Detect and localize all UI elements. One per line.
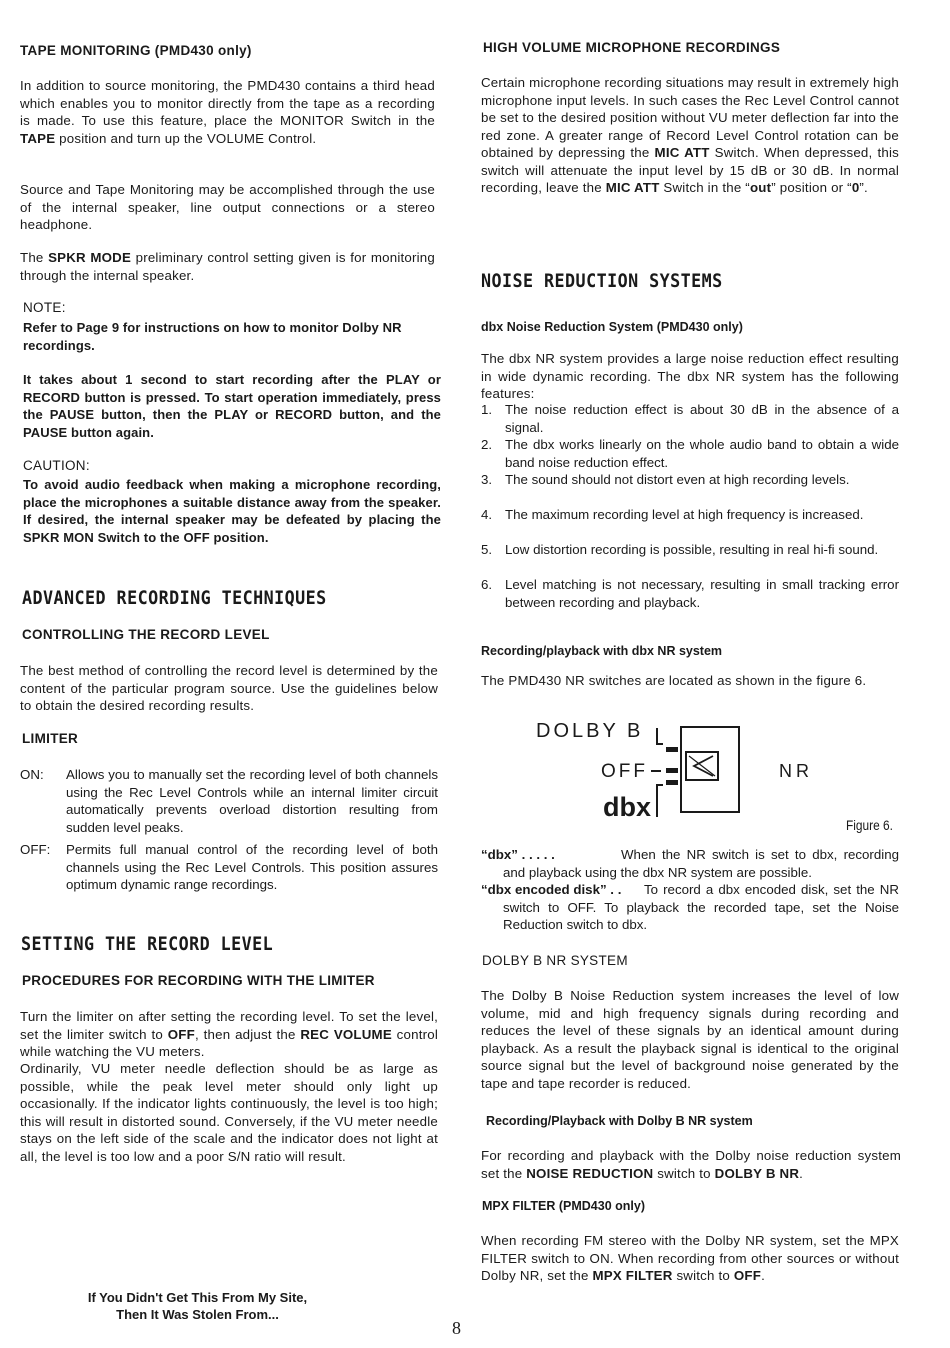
dbx-term: “dbx” . . . . .: [481, 847, 555, 862]
caution-label: CAUTION:: [23, 458, 90, 473]
feature-item: 3. The sound should not distort even at high recording levels.: [481, 472, 850, 487]
dbx-detent-mark: [666, 780, 678, 785]
rec-play-dolby-heading: Recording/Playback with Dolby B NR system: [486, 1114, 753, 1128]
setting-record-level-heading: SETTING THE RECORD LEVEL: [21, 933, 274, 955]
tape-monitoring-paragraph-2: Source and Tape Monitoring may be accomplished through the use of the internal speaker, line output connections or a stereo headphone.: [20, 182, 435, 232]
limiter-off-item: [20, 841, 438, 894]
caution-paragraph: To avoid audio feedback when making a microphone recording, place the microphones a suitable distance away from the speaker. If desired, the internal speaker may be defeated by placing the SPKR MON Switch to the OFF position.: [23, 477, 441, 545]
limiter-off-description: Permits full manual control of the recording level of both channels using the Rec Level Controls. This position assures optimum dynamic range recordings.: [66, 842, 438, 892]
site-stamp-line-2: Then It Was Stolen From...: [116, 1307, 279, 1322]
switch-housing: [681, 727, 739, 812]
limiter-off-term: OFF:: [20, 842, 51, 857]
feature-item: 2. The dbx works linearly on the whole audio band to obtain a wide band noise reduction effect.: [481, 437, 899, 470]
high-volume-heading: HIGH VOLUME MICROPHONE RECORDINGS: [483, 40, 781, 55]
limiter-heading: LIMITER: [22, 731, 79, 746]
figure-caption: Figure 6.: [846, 817, 893, 833]
advanced-recording-heading: ADVANCED RECORDING TECHNIQUES: [22, 587, 327, 609]
off-detent-mark: [666, 768, 678, 773]
dbx-encoded-disk-item: [481, 881, 899, 934]
figure-label-dbx: dbx: [603, 792, 652, 822]
limiter-on-description: Allows you to manually set the recording level of both channels using the Rec Level Controls while an internal limiter circuit automatically prevents overload distortion resulting from sudden level peaks.: [66, 767, 438, 835]
rec-play-dolby-paragraph: For recording and playback with the Dolby noise reduction system set the NOISE REDUCTION switch to DOLBY B NR.: [481, 1148, 901, 1181]
feature-item: 1. The noise reduction effect is about 30 dB in the absence of a signal.: [481, 402, 899, 435]
dolby-b-heading: DOLBY B NR SYSTEM: [482, 953, 628, 968]
mpx-filter-heading: MPX FILTER (PMD430 only): [482, 1199, 645, 1213]
site-stamp: [60, 1289, 335, 1323]
dolby-connector-line: [657, 728, 663, 744]
dbx-definition-item: [481, 846, 899, 881]
high-volume-paragraph: Certain microphone recording situations may result in extremely high microphone input levels. In such cases the Rec Level Control cannot be set to the desired position without VU meter deflection far into the red zone. A greater range of Record Level Control rotation can be obtained by depressing the MIC ATT Switch. When depressed, this switch will attenuate the input level by 15 dB or 30 dB. In normal recording, leave the MIC ATT Switch in the “out” position or “0”.: [481, 75, 899, 195]
feature-item: 4. The maximum recording level at high frequency is increased.: [481, 507, 864, 522]
setting-paragraph-1: Turn the limiter on after setting the recording level. To set the level, set the limiter switch to OFF, then adjust the REC VOLUME control while watching the VU meters.: [20, 1009, 438, 1059]
dbx-intro-paragraph: The dbx NR system provides a large noise reduction effect resulting in wide dynamic recording. The dbx NR system has the following features:: [481, 351, 899, 401]
note-paragraph-2: It takes about 1 second to start recording after the PLAY or RECORD button is pressed. To start operation immediately, press the PAUSE button, then the PLAY or RECORD button, and the PAUSE button again.: [23, 372, 441, 440]
dbx-nr-heading: dbx Noise Reduction System (PMD430 only): [481, 320, 743, 334]
dbx-description: When the NR switch is set to dbx, recording and playback using the dbx NR system are possible.: [503, 847, 899, 880]
figure-label-nr: NR: [779, 761, 813, 781]
tape-monitoring-heading: TAPE MONITORING (PMD430 only): [20, 43, 252, 58]
note-paragraph-1: Refer to Page 9 for instructions on how to monitor Dolby NR recordings.: [23, 320, 402, 353]
dolby-b-paragraph: The Dolby B Noise Reduction system increases the level of low volume, mid and high frequency signals during recording and reduces the level of these signals by an identical amount during playback. As a result the playback signal is identical to the original source signal but the level of background noise generated by the tape and tape recorder is reduced.: [481, 988, 899, 1091]
feature-item: 6. Level matching is not necessary, resulting in small tracking error between recording and playback.: [481, 577, 899, 610]
feature-item: 5. Low distortion recording is possible, resulting in real hi-fi sound.: [481, 542, 879, 557]
rec-play-dbx-heading: Recording/playback with dbx NR system: [481, 644, 723, 658]
limiter-on-item: [20, 766, 438, 836]
page-number: 8: [452, 1318, 461, 1338]
dbx-encoded-disk-description: To record a dbx encoded disk, set the NR switch to OFF. To playback the recorded tape, set the Noise Reduction switch to dbx.: [503, 882, 899, 932]
rec-play-dbx-paragraph: The PMD430 NR switches are located as shown in the figure 6.: [481, 673, 867, 688]
controlling-record-level-heading: CONTROLLING THE RECORD LEVEL: [22, 627, 270, 642]
limiter-on-term: ON:: [20, 767, 44, 782]
site-stamp-line-1: If You Didn't Get This From My Site,: [87, 1290, 308, 1305]
setting-paragraph-2: Ordinarily, VU meter needle deflection should be as large as possible, while the peak level meter should only light up occasionally. If the indicator lights continuously, the level is too high; this will result in distorted sound. Conversely, if the VU meter needle stays on the left side of the scale and the indicator does not light at all, the level is too low and a poor S/N ratio will result.: [20, 1061, 438, 1164]
controlling-record-level-paragraph: The best method of controlling the record level is determined by the content of the particular program source. Use the guidelines below to obtain the desired recording results.: [20, 663, 438, 713]
note-label: NOTE:: [23, 300, 66, 315]
dbx-encoded-disk-term: “dbx encoded disk” . .: [481, 882, 622, 897]
figure-label-off: OFF: [601, 761, 648, 782]
tape-monitoring-paragraph-3: The SPKR MODE preliminary control setting given is for monitoring through the internal speaker.: [20, 250, 435, 283]
dolby-detent-mark: [666, 747, 678, 752]
figure-label-dolby: DOLBY B: [536, 720, 644, 742]
tape-monitoring-paragraph-1: In addition to source monitoring, the PMD430 contains a third head which enables you to monitor directly from the tape as a recording is made. To use this feature, place the MONITOR Switch in the TAPE position and turn up the VOLUME Control.: [20, 78, 435, 146]
noise-reduction-heading: NOISE REDUCTION SYSTEMS: [481, 270, 723, 292]
mpx-filter-paragraph: When recording FM stereo with the Dolby NR system, set the MPX FILTER switch to ON. When recording from other sources or without Dolby NR, set the MPX FILTER switch to OFF.: [481, 1233, 899, 1283]
dbx-connector-line: [657, 785, 663, 817]
procedures-heading: PROCEDURES FOR RECORDING WITH THE LIMITER: [22, 973, 375, 988]
